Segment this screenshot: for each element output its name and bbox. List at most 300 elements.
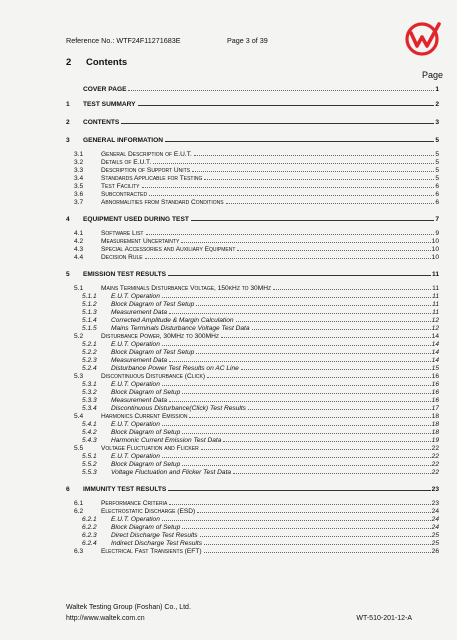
toc-entry-page: 3 <box>435 119 439 126</box>
toc-entry[interactable] <box>0 524 457 532</box>
toc-entry-title: Block Diagram of Test Setup <box>111 301 195 308</box>
toc-entry-page: 16 <box>431 381 439 388</box>
toc-entry-page: 22 <box>431 445 439 452</box>
toc-entry-title: Details of E.U.T. <box>101 159 152 166</box>
toc-leader <box>236 321 431 322</box>
toc-entry-number: 5.1.2 <box>82 301 97 308</box>
toc-entry-page: 6 <box>435 199 439 206</box>
toc-entry[interactable] <box>0 486 457 494</box>
toc-entry-page: 1 <box>435 86 439 93</box>
toc-leader <box>162 385 431 386</box>
toc-entry-number: 6.2 <box>74 508 84 515</box>
toc-entry-page: 24 <box>431 516 439 523</box>
toc-entry[interactable] <box>0 381 457 389</box>
toc-entry-title-line <box>111 309 439 316</box>
toc-entry[interactable] <box>0 183 457 191</box>
toc-leader <box>221 337 431 338</box>
toc-entry-title-line <box>101 246 439 253</box>
toc-entry-page: 14 <box>431 357 439 364</box>
toc-entry[interactable] <box>0 365 457 373</box>
toc-entry-page: 14 <box>431 341 439 348</box>
toc-entry-number: 5.5.1 <box>82 453 97 460</box>
toc-entry-page: 18 <box>431 413 439 420</box>
toc-entry-number: 5.2.2 <box>82 349 97 356</box>
toc-entry-title: E.U.T. Operation <box>111 341 160 348</box>
toc-entry-title: Block Diagram of Setup <box>111 429 181 436</box>
toc-entry-page: 11 <box>432 293 439 300</box>
toc-entry[interactable] <box>0 101 457 109</box>
toc-entry[interactable] <box>0 285 457 293</box>
toc-leader <box>196 305 431 306</box>
toc-leader <box>241 369 431 370</box>
toc-entry-number: 6.2.3 <box>82 532 97 539</box>
toc-leader <box>237 250 430 251</box>
toc-entry-number: 5.4.1 <box>82 421 97 428</box>
toc-entry-title: Mains Terminals Disturbance Voltage Test Data <box>111 325 250 332</box>
toc-leader <box>197 512 430 513</box>
toc-entry-title-line <box>111 540 439 547</box>
toc-entry-number: 3.4 <box>74 175 84 182</box>
toc-leader <box>169 361 431 362</box>
toc-entry-title: Standards Applicable for Testing <box>101 175 203 182</box>
toc-entry-title: TEST SUMMARY <box>83 101 136 108</box>
toc-entry[interactable] <box>0 508 457 516</box>
toc-entry-number: 6.2.2 <box>82 524 97 531</box>
toc-entry-title: IMMUNITY TEST RESULTS <box>83 486 167 493</box>
toc-entry-title-line <box>83 486 439 493</box>
toc-entry-title-line <box>111 524 439 531</box>
toc-entry-title-line <box>101 373 439 380</box>
toc-leader <box>121 123 434 124</box>
toc-leader <box>204 544 431 545</box>
toc-entry-number: 5.4 <box>74 413 84 420</box>
toc-entry[interactable] <box>0 397 457 405</box>
toc-entry-title: Indirect Discharge Test Results <box>111 540 203 547</box>
toc-entry-page: 11 <box>432 309 439 316</box>
toc-entry[interactable] <box>0 333 457 341</box>
toc-entry-title: E.U.T. Operation <box>111 293 160 300</box>
toc-entry-title: Disturbance Power Test Results on AC Line <box>111 365 239 372</box>
toc-leader <box>169 313 431 314</box>
toc-leader <box>153 163 434 164</box>
footer-company: Waltek Testing Group (Foshan) Co., Ltd. <box>66 604 191 611</box>
toc-entry[interactable] <box>0 445 457 453</box>
toc-entry-page: 26 <box>431 548 439 555</box>
toc-leader <box>169 504 430 505</box>
toc-leader <box>191 220 434 221</box>
toc-entry-number: 5.5.3 <box>82 469 97 476</box>
toc-entry-page: 16 <box>431 389 439 396</box>
toc-entry[interactable] <box>0 199 457 207</box>
toc-entry-number: 5.3.3 <box>82 397 97 404</box>
toc-entry[interactable] <box>0 86 457 94</box>
toc-leader <box>162 297 431 298</box>
toc-entry-number: 3.3 <box>74 167 84 174</box>
section-number: 2 <box>66 57 72 68</box>
toc-entry-title-line <box>101 238 439 245</box>
toc-entry-title-line <box>101 548 439 555</box>
toc-entry-page: 18 <box>431 429 439 436</box>
section-title: Contents <box>86 57 128 68</box>
toc-entry-number: 4.1 <box>74 230 84 237</box>
toc-leader <box>169 401 431 402</box>
toc-entry-page: 17 <box>431 405 439 412</box>
toc-entry-number: 6.3 <box>74 548 84 555</box>
toc-entry-page: 6 <box>435 183 439 190</box>
toc-entry[interactable] <box>0 349 457 357</box>
toc-entry-title: Block Diagram of Test Setup <box>111 349 195 356</box>
toc-entry-number: 1 <box>66 101 70 108</box>
toc-entry-title: Measurement Data <box>111 397 168 404</box>
toc-entry[interactable] <box>0 175 457 183</box>
toc-entry-page: 11 <box>432 285 439 292</box>
toc-entry-title: General Description of E.U.T. <box>101 151 192 158</box>
toc-entry[interactable] <box>0 532 457 540</box>
toc-leader <box>252 329 431 330</box>
toc-entry[interactable] <box>0 405 457 413</box>
toc-entry-page: 6 <box>435 191 439 198</box>
toc-entry-title: Special Accessories and Auxiliary Equipment <box>101 246 236 253</box>
toc-entry-title-line <box>111 357 439 364</box>
toc-entry-number: 3 <box>66 137 70 144</box>
toc-entry-page: 5 <box>435 167 439 174</box>
toc-entry-page: 24 <box>431 508 439 515</box>
toc-entry[interactable] <box>0 469 457 477</box>
toc-entry-title: Voltage Fluctuation and Flicker Test Data <box>111 469 232 476</box>
page-indicator: Page 3 of 39 <box>227 36 268 45</box>
toc-entry-number: 5.1.1 <box>82 293 97 300</box>
toc-entry-title: Discontinuous Disturbance(Click) Test Results <box>111 405 246 412</box>
toc-entry-title-line <box>111 405 439 412</box>
toc-entry-title-line <box>111 429 439 436</box>
toc-entry-title-line <box>111 516 439 523</box>
toc-entry-title-line <box>111 325 439 332</box>
toc-entry-number: 5.4.3 <box>82 437 97 444</box>
toc-entry-page: 14 <box>431 349 439 356</box>
footer-url[interactable]: http://www.waltek.com.cn <box>66 615 145 622</box>
toc-entry-page: 12 <box>431 317 439 324</box>
toc-entry-title-line <box>101 413 439 420</box>
toc-entry-title: E.U.T. Operation <box>111 421 160 428</box>
toc-entry[interactable] <box>0 341 457 349</box>
toc-entry-title: Mains Terminals Disturbance Voltage, 150kHz to 30MHz <box>101 285 272 292</box>
reference-number: Reference No.: WTF24F11271683E <box>66 36 181 45</box>
toc-entry-page: 24 <box>431 524 439 531</box>
toc-entry-number: 5.3.4 <box>82 405 97 412</box>
toc-entry-title: Block Diagram of Setup <box>111 389 181 396</box>
toc-entry-number: 5.1.4 <box>82 317 97 324</box>
toc-entry-number: 5.1 <box>74 285 84 292</box>
toc-entry[interactable] <box>0 461 457 469</box>
toc-entry[interactable] <box>0 167 457 175</box>
toc-leader <box>200 536 431 537</box>
toc-entry-page: 19 <box>431 437 439 444</box>
toc-leader <box>138 105 435 106</box>
toc-entry-title: E.U.T. Operation <box>111 453 160 460</box>
toc-entry-title: Performance Criteria <box>101 500 168 507</box>
toc-entry-title-line <box>111 461 439 468</box>
toc-entry[interactable] <box>0 238 457 246</box>
toc-entry-page: 23 <box>431 500 439 507</box>
toc-entry-page: 18 <box>431 421 439 428</box>
toc-entry-title-line <box>111 421 439 428</box>
toc-entry[interactable] <box>0 437 457 445</box>
toc-entry-page: 22 <box>431 461 439 468</box>
toc-leader <box>204 552 431 553</box>
toc-entry-page: 14 <box>431 333 439 340</box>
toc-leader <box>128 90 434 91</box>
toc-leader <box>162 457 431 458</box>
toc-leader <box>194 155 434 156</box>
toc-entry[interactable] <box>0 548 457 556</box>
toc-entry-title-line <box>111 397 439 404</box>
toc-entry[interactable] <box>0 216 457 224</box>
toc-entry-title: EQUIPMENT USED DURING TEST <box>83 216 189 223</box>
toc-entry-number: 5.2.4 <box>82 365 97 372</box>
toc-entry-number: 3.5 <box>74 183 84 190</box>
toc-leader <box>182 528 430 529</box>
toc-leader <box>165 141 434 142</box>
toc-entry-title-line <box>111 437 439 444</box>
toc-entry[interactable] <box>0 151 457 159</box>
toc-leader <box>207 377 431 378</box>
toc-entry-number: 4.4 <box>74 254 84 261</box>
toc-entry-page: 10 <box>431 246 439 253</box>
toc-leader <box>273 289 431 290</box>
toc-entry[interactable] <box>0 309 457 317</box>
toc-entry-title-line <box>111 317 439 324</box>
toc-entry[interactable] <box>0 119 457 127</box>
toc-leader <box>223 441 430 442</box>
toc-leader <box>226 203 435 204</box>
toc-entry-title-line <box>111 469 439 476</box>
toc-entry[interactable] <box>0 230 457 238</box>
toc-entry[interactable] <box>0 301 457 309</box>
toc-entry-title: Harmonics Current Emission <box>101 413 188 420</box>
toc-entry-page: 23 <box>431 486 439 493</box>
toc-entry-title: CONTENTS <box>83 119 120 126</box>
toc-entry-title-line <box>101 508 439 515</box>
toc-entry-number: 2 <box>66 119 70 126</box>
toc-entry-page: 25 <box>431 532 439 539</box>
toc-entry-number: 5.4.2 <box>82 429 97 436</box>
toc-leader <box>182 465 430 466</box>
toc-entry[interactable] <box>0 191 457 199</box>
toc-entry-number: 5.1.3 <box>82 309 97 316</box>
toc-entry-page: 10 <box>431 238 439 245</box>
toc-entry-title-line <box>101 199 439 206</box>
toc-entry-title-line <box>83 101 439 108</box>
toc-leader <box>142 187 435 188</box>
toc-entry-title: Electrical Fast Transients (EFT) <box>101 548 202 555</box>
toc-entry-title-line <box>83 271 439 278</box>
toc-entry-title: GENERAL INFORMATION <box>83 137 163 144</box>
toc-entry-title: Subcontracted <box>101 191 148 198</box>
toc-entry[interactable] <box>0 246 457 254</box>
toc-entry-page: 22 <box>431 469 439 476</box>
toc-entry-title-line <box>111 532 439 539</box>
toc-entry-page: 11 <box>432 301 439 308</box>
toc-entry-title-line <box>101 333 439 340</box>
toc-entry-number: 5.5 <box>74 445 84 452</box>
toc-leader <box>248 409 431 410</box>
toc-entry[interactable] <box>0 516 457 524</box>
toc-entry-number: 3.6 <box>74 191 84 198</box>
toc-leader <box>149 195 434 196</box>
toc-entry[interactable] <box>0 254 457 262</box>
toc-entry-number: 4.3 <box>74 246 84 253</box>
toc-entry-number: 6 <box>66 486 70 493</box>
toc-entry-title-line <box>101 230 439 237</box>
toc-entry-page: 5 <box>435 175 439 182</box>
toc-entry-number: 3.2 <box>74 159 84 166</box>
toc-entry-number: 6.2.1 <box>82 516 97 523</box>
toc-leader <box>162 425 431 426</box>
page-column-header: Page <box>421 70 443 80</box>
toc-entry-title: Discontinuous Disturbance (Click) <box>101 373 206 380</box>
toc-entry-title-line <box>101 191 439 198</box>
toc-entry-title-line <box>101 183 439 190</box>
toc-entry-number: 5.2 <box>74 333 84 340</box>
toc-entry-title: Electrostatic Discharge (ESD) <box>101 508 196 515</box>
toc-entry[interactable] <box>0 413 457 421</box>
toc-entry-number: 5.1.5 <box>82 325 97 332</box>
toc-entry-number: 3.1 <box>74 151 84 158</box>
toc-entry-title-line <box>101 175 439 182</box>
toc-entry-title-line <box>83 137 439 144</box>
toc-entry[interactable] <box>0 137 457 145</box>
toc-entry-title-line <box>83 86 439 93</box>
toc-entry-title-line <box>111 381 439 388</box>
toc-entry-title-line <box>111 453 439 460</box>
toc-entry-title: Decision Rule <box>101 254 143 261</box>
toc-entry[interactable] <box>0 540 457 548</box>
toc-entry-number: 5.3 <box>74 373 84 380</box>
toc-leader <box>233 473 431 474</box>
toc-entry-page: 10 <box>431 254 439 261</box>
toc-entry-title-line <box>83 216 439 223</box>
toc-entry-number: 5.2.1 <box>82 341 97 348</box>
toc-entry-title-line <box>101 285 439 292</box>
toc-entry[interactable] <box>0 159 457 167</box>
toc-entry[interactable] <box>0 421 457 429</box>
toc-entry-title: Harmonic Current Emission Test Data <box>111 437 222 444</box>
toc-leader <box>162 520 431 521</box>
toc-entry-title-line <box>111 301 439 308</box>
toc-entry-page: 7 <box>435 216 439 223</box>
toc-entry-title: Test Facility <box>101 183 140 190</box>
toc-entry[interactable] <box>0 293 457 301</box>
toc-entry[interactable] <box>0 453 457 461</box>
toc-entry[interactable] <box>0 317 457 325</box>
toc-leader <box>189 417 430 418</box>
toc-entry-page: 5 <box>435 151 439 158</box>
toc-entry-title: E.U.T. Operation <box>111 381 160 388</box>
toc-entry-title-line <box>101 167 439 174</box>
toc-entry-title: COVER PAGE <box>83 86 127 93</box>
toc-entry-page: 11 <box>432 271 439 278</box>
toc-entry-title: Block Diagram of Setup <box>111 461 181 468</box>
toc-entry-title: Block Diagram of Setup <box>111 524 181 531</box>
toc-entry-page: 16 <box>431 397 439 404</box>
toc-entry-page: 12 <box>431 325 439 332</box>
toc-entry-title-line <box>83 119 439 126</box>
toc-entry-title: Description of Support Units <box>101 167 191 174</box>
toc-entry-title: Measurement Data <box>111 357 168 364</box>
toc-entry-number: 6.2.4 <box>82 540 97 547</box>
toc-entry-title-line <box>111 389 439 396</box>
toc-entry-page: 22 <box>431 453 439 460</box>
toc-entry[interactable] <box>0 389 457 397</box>
toc-entry[interactable] <box>0 500 457 508</box>
toc-entry-title-line <box>111 341 439 348</box>
toc-entry-title: Disturbance Power, 30MHz to 300MHz <box>101 333 219 340</box>
toc-entry-page: 16 <box>431 373 439 380</box>
toc-entry-page: 15 <box>431 365 439 372</box>
toc-leader <box>201 449 431 450</box>
toc-entry-number: 6.1 <box>74 500 84 507</box>
toc-leader <box>182 433 430 434</box>
toc-entry-number: 4.2 <box>74 238 84 245</box>
toc-entry-title-line <box>111 365 439 372</box>
toc-entry-page: 2 <box>435 101 439 108</box>
footer-doc-code: WT-510-201-12-A <box>356 615 412 622</box>
toc-entry-title: Corrected Amplitude & Margin Calculation <box>111 317 234 324</box>
toc-leader <box>181 242 430 243</box>
toc-entry-title-line <box>101 254 439 261</box>
toc-entry-number: 5 <box>66 271 70 278</box>
toc-entry[interactable] <box>0 271 457 279</box>
toc-entry-title: Measurement Data <box>111 309 168 316</box>
toc-leader <box>196 353 430 354</box>
toc-entry-title: Software List <box>101 230 144 237</box>
toc-entry-title: Voltage Fluctuation and Flicker <box>101 445 199 452</box>
toc-leader <box>145 258 431 259</box>
toc-entry-title-line <box>101 151 439 158</box>
toc-entry-title: E.U.T. Operation <box>111 516 160 523</box>
toc-entry-number: 5.5.2 <box>82 461 97 468</box>
toc-leader <box>168 275 431 276</box>
toc-entry-title-line <box>101 500 439 507</box>
toc-entry[interactable] <box>0 429 457 437</box>
toc-entry-number: 5.2.3 <box>82 357 97 364</box>
toc-leader <box>162 345 431 346</box>
toc-entry-title-line <box>111 349 439 356</box>
toc-entry-page: 25 <box>431 540 439 547</box>
toc-entry-number: 5.3.2 <box>82 389 97 396</box>
toc-entry[interactable] <box>0 373 457 381</box>
toc-leader <box>182 393 430 394</box>
toc-entry-title: Abnormalities from Standard Conditions <box>101 199 224 206</box>
waltek-logo-icon <box>402 18 442 58</box>
toc-entry-title-line <box>111 293 439 300</box>
toc-entry-title-line <box>101 445 439 452</box>
toc-entry-page: 5 <box>435 159 439 166</box>
toc-entry-number: 4 <box>66 216 70 223</box>
toc-entry-title: EMISSION TEST RESULTS <box>83 271 167 278</box>
toc-entry-page: 5 <box>435 137 439 144</box>
toc-leader <box>168 490 430 491</box>
toc-entry-number: 5.3.1 <box>82 381 97 388</box>
toc-entry[interactable] <box>0 325 457 333</box>
toc-entry[interactable] <box>0 357 457 365</box>
toc-entry-title-line <box>101 159 439 166</box>
toc-leader <box>192 171 434 172</box>
toc-entry-title: Measurement Uncertainty <box>101 238 180 245</box>
toc-leader <box>204 179 434 180</box>
toc-leader <box>146 234 435 235</box>
toc-entry-title: Direct Discharge Test Results <box>111 532 198 539</box>
